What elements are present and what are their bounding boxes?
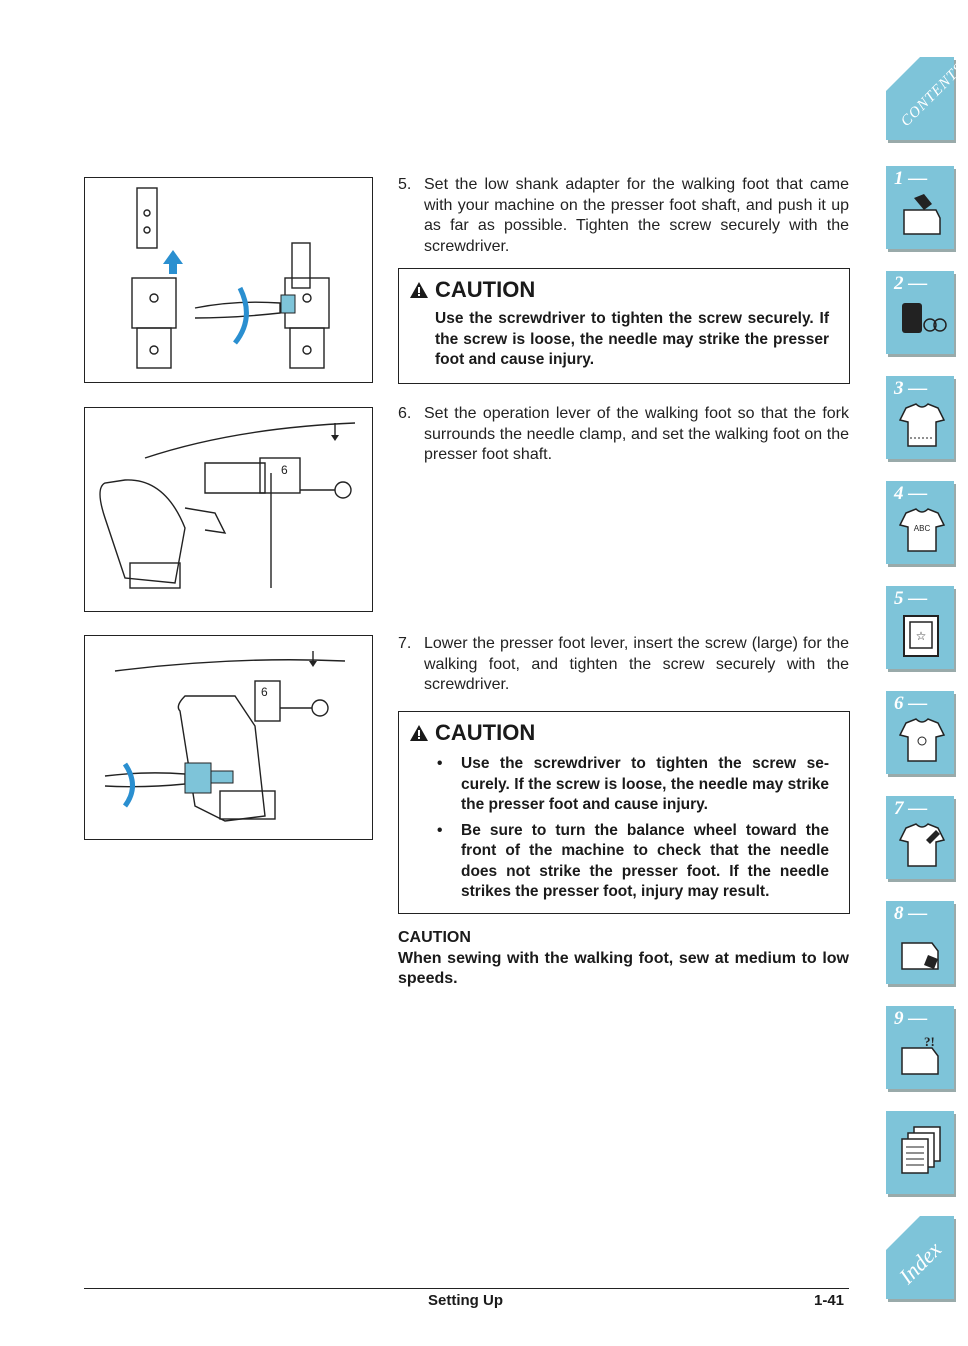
step-text: Lower the presser foot lever, insert the screw (large) for the walking foot, and tighten the screw securely with the screwdriver. [424,635,849,693]
caution-bullets [399,754,849,903]
shirt-abc-icon [896,505,948,555]
caution-box-2 [398,711,850,914]
svg-text:☆: ☆ [915,629,927,643]
caution-text: Use the screwdriver to tighten the screw securely. If the screw is loose, the needle may strike the presser foot and cause injury. [435,310,829,368]
machine-maintenance-icon [896,925,948,975]
thread-scissors-icon [896,295,948,345]
adapter-illustration [85,178,372,382]
tab-label: 9 — [894,1008,928,1029]
abc-text: ABC [913,524,931,533]
tab-chapter-9[interactable] [886,1006,954,1089]
machine-troubleshoot-icon [896,1030,948,1080]
step-number: 7. [398,635,412,652]
tab-index[interactable] [886,1216,954,1299]
tab-chapter-1[interactable] [886,166,954,249]
walking-foot-illustration [85,408,372,611]
caution-bullet: • Use the screwdriver to tighten the screw se-curely. If the screw is loose, the needle may strike the presser foot and cause injury. [437,755,829,813]
bullet-text: Be sure to turn the balance wheel toward the front of the machine to check that the needle does not strike the presser foot. If the needle strikes the presser foot, injury may result. [461,821,829,900]
warning-triangle-icon [409,724,429,742]
tab-label: 3 — [894,378,928,399]
embroidery-frame-icon [896,610,948,660]
shirt-stitch-icon [896,400,948,450]
figure-screw-tighten [84,635,373,840]
tab-chapter-4[interactable] [886,481,954,564]
tab-label: 8 — [894,903,928,924]
caution-title: CAUTION [435,720,536,745]
step-6 [398,404,849,466]
tab-chapter-5[interactable] [886,586,954,669]
tab-label: 2 — [894,273,928,294]
caution-bullet: • Be sure to turn the balance wheel toward the front of the machine to check that the needle does not strike the presser foot. If the needle strikes the presser foot, injury may result. [437,821,829,900]
caution-note [398,928,849,990]
bullet-text: Use the screwdriver to tighten the screw se-curely. If the screw is loose, the needle may strike the presser foot and cause injury. [461,755,829,813]
tab-label: 4 — [894,483,928,504]
screw-tighten-illustration [85,636,372,839]
tab-label: 1 — [894,168,928,189]
tab-label: 6 — [894,693,928,714]
documents-icon [896,1125,948,1175]
caution-heading [409,720,849,746]
step-7 [398,634,849,696]
index-label: Index [893,1236,947,1289]
tab-label: 7 — [894,798,928,819]
caution-box-1 [398,268,850,384]
tab-documents[interactable] [886,1111,954,1194]
warning-triangle-icon [409,281,429,299]
question-exclaim-text: ?! [924,1034,935,1049]
tab-chapter-7[interactable] [886,796,954,879]
footer-section: Setting Up [428,1292,503,1309]
step-number: 6. [398,405,412,422]
page-number: 1-41 [814,1292,845,1309]
caution-heading [409,277,849,303]
caution-title: CAUTION [435,277,536,302]
shirt-embroidery-icon [896,715,948,765]
tab-chapter-3[interactable] [886,376,954,459]
tab-chapter-8[interactable] [886,901,954,984]
tab-chapter-6[interactable] [886,691,954,774]
tab-contents[interactable] [886,57,968,140]
step-text: Set the low shank adapter for the walking foot that came with your machine on the presser foot shaft, and push it up as far as possible. Tighten the screw securely with the screwdriver. [424,176,849,255]
step-text: Set the operation lever of the walking foot so that the fork surrounds the needle clamp, and set the walking foot on the presser foot shaft. [424,405,849,463]
contents-label: CONTENTS [898,60,968,130]
tab-label: 5 — [894,588,928,609]
figure-label: 6 [281,463,288,477]
step-5 [398,175,849,257]
tab-chapter-2[interactable] [886,271,954,354]
step-number: 5. [398,176,412,193]
footer-rule [84,1288,849,1289]
caution-note-text: When sewing with the walking foot, sew at medium to low speeds. [398,949,849,987]
tab-corner [886,1216,920,1250]
figure-label: 6 [261,685,268,699]
sewing-machine-hand-icon [896,190,948,240]
tab-corner [886,57,920,91]
caution-note-title: CAUTION [398,929,471,946]
figure-adapter-attach [84,177,373,383]
shirt-hand-icon [896,820,948,870]
figure-walking-foot-set [84,407,373,612]
